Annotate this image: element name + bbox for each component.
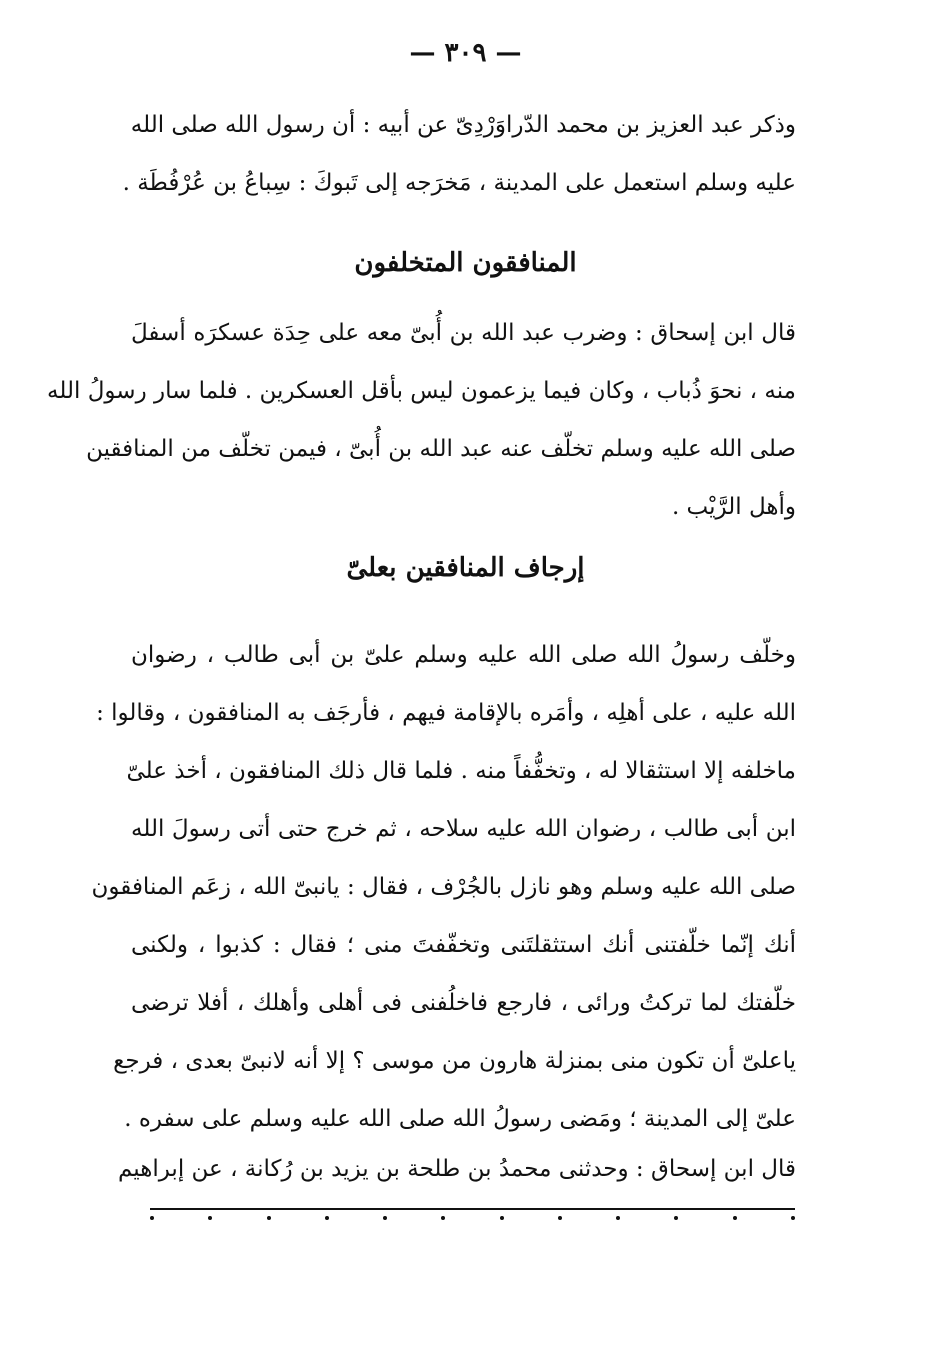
text-line: صلى الله عليه وسلم وهو نازل بالجُرْف ، فقال : يانبىّ الله ، زعَم المنافقون (91, 874, 796, 900)
dot (674, 1216, 678, 1220)
dot (208, 1216, 212, 1220)
dot (267, 1216, 271, 1220)
paragraph-continued (117, 1140, 796, 1198)
text-line: قال ابن إسحاق : وضرب عبد الله بن أُبىّ معه على حِدَة عسكرَه أسفلَ (131, 320, 796, 346)
text-line: وأهل الرَّيْب . (671, 494, 796, 520)
text-line: وذكر عبد العزيز بن محمد الدّراوَرْدِىّ عن أبيه : أن رسول الله صلى الله (130, 112, 796, 138)
dot (500, 1216, 504, 1220)
text-line: خلّفتك لما تركتُ ورائى ، فارجع فاخلُفنى فى أهلى وأهلك ، أفلا ترضى (131, 990, 796, 1016)
footnote-dots (150, 1216, 795, 1220)
text-line: وخلّف رسولُ الله صلى الله عليه وسلم علىّ بن أبى طالب ، رضوان (131, 642, 796, 668)
dot (558, 1216, 562, 1220)
paragraph-ali (91, 626, 796, 1148)
dot (150, 1216, 154, 1220)
dot (616, 1216, 620, 1220)
dot (441, 1216, 445, 1220)
text-line: عليه وسلم استعمل على المدينة ، مَخرَجه إلى تَبوكَ : سِباعُ بن عُرْفُطَة . (122, 170, 796, 196)
paragraph-intro (122, 96, 796, 212)
text-line: أنك إنّما خلّفتنى أنك استثقلتَنى وتخفّفتَ منى ؛ فقال : كذبوا ، ولكنى (131, 932, 796, 958)
text-line: صلى الله عليه وسلم تخلّف عنه عبد الله بن أُبىّ ، فيمن تخلّف من المنافقين (86, 436, 796, 462)
paragraph-hypocrites (47, 304, 796, 536)
text-line: ابن أبى طالب ، رضوان الله عليه سلاحه ، ثم خرج حتى أتى رسولَ الله (131, 816, 796, 842)
dot (325, 1216, 329, 1220)
text-line: ماخلفه إلا استثقالا له ، وتخفُّفاً منه . فلما قال ذلك المنافقون ، أخذ علىّ (126, 758, 796, 784)
dot (383, 1216, 387, 1220)
dot (791, 1216, 795, 1220)
footnote-divider (150, 1208, 795, 1210)
section-heading-hypocrites: المنافقون المتخلفون (354, 248, 577, 278)
dot (733, 1216, 737, 1220)
text-line: منه ، نحوَ ذُباب ، وكان فيما يزعمون ليس بأقل العسكرين . فلما سار رسولُ الله (47, 378, 796, 404)
text-line: ياعلىّ أن تكون منى بمنزلة هارون من موسى ؟ إلا أنه لانبىّ بعدى ، فرجع (113, 1048, 796, 1074)
text-line: علىّ إلى المدينة ؛ ومَضى رسولُ الله صلى الله عليه وسلم على سفره . (124, 1106, 796, 1132)
text-line: الله عليه ، على أهلِه ، وأمَره بالإقامة فيهم ، فأرجَف به المنافقون ، وقالوا : (96, 700, 796, 726)
text-line: قال ابن إسحاق : وحدثنى محمدُ بن طلحة بن يزيد بن رُكانة ، عن إبراهيم (117, 1156, 796, 1182)
page-number: — ٣٠٩ — (409, 38, 522, 68)
section-heading-ali: إرجاف المنافقين بعلىّ (346, 553, 585, 583)
